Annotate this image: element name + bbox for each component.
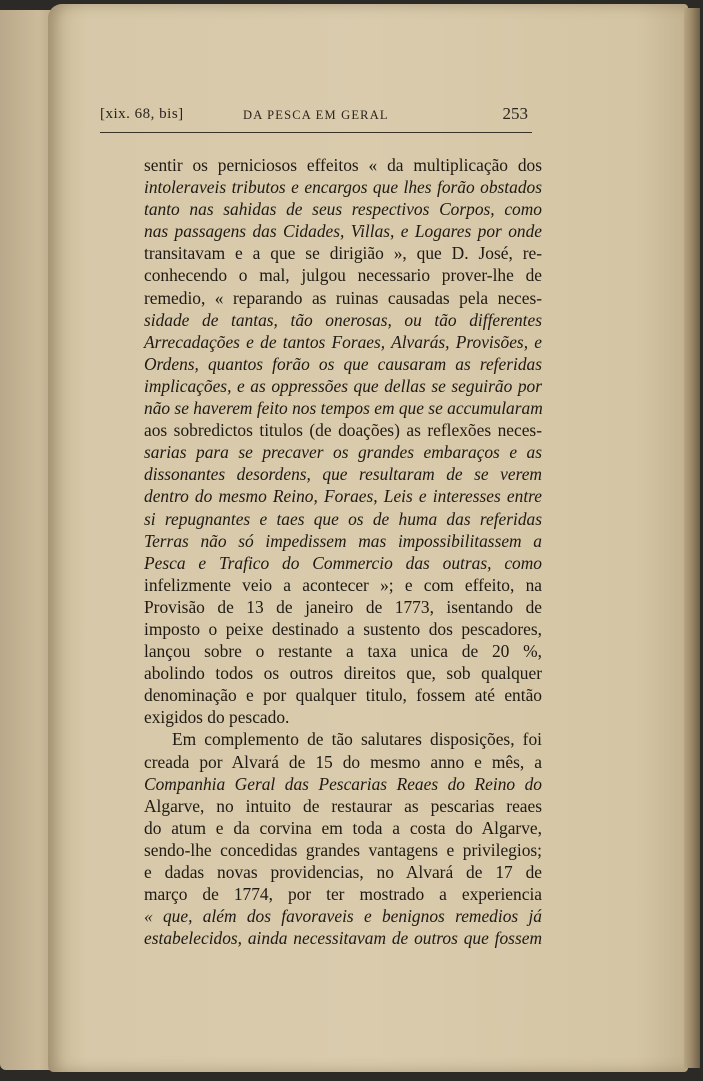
text-line: sidade de tantas, tão onerosas, ou tão differentes xyxy=(144,309,542,330)
text-line: Companhia Geral das Pescarias Reaes do Reino do xyxy=(144,773,542,794)
text-line: lançou sobre o restante a taxa unica de 20 %, xyxy=(144,641,542,662)
text-line: do atum e da corvina em toda a costa do Algarve, xyxy=(144,817,542,838)
text-line: sarias para se precaver os grandes embaraços e as xyxy=(144,442,542,463)
text-line: si repugnantes e taes que os de huma das referidas xyxy=(144,508,542,529)
running-head xyxy=(100,104,530,130)
text-line: exigidos do pescado. xyxy=(144,707,290,728)
text-line: sentir os perniciosos effeitos « da multiplicação dos xyxy=(144,155,542,175)
text-line: denominação e por qualquer titulo, fossem até então xyxy=(144,685,542,706)
paragraph-1 xyxy=(144,154,542,728)
text-line: creada por Alvará de 15 do mesmo anno e mês, a xyxy=(144,751,542,772)
text-line: Algarve, no intuito de restaurar as pescarias reaes xyxy=(144,795,542,816)
body-text xyxy=(144,154,542,949)
text-line: implicações, e as oppressões que dellas se seguirão por xyxy=(144,375,542,396)
text-line: não se haverem feito nos tempos em que se accumularam xyxy=(144,398,543,419)
text-line: Provisão de 13 de janeiro de 1773, isentando de xyxy=(144,596,542,617)
header-rule xyxy=(100,132,532,133)
text-line: infelizmente veio a acontecer »; e com effeito, na xyxy=(144,574,542,595)
page-fore-edge xyxy=(684,8,700,1068)
page-number: 253 xyxy=(502,104,528,123)
text-line: tanto nas sahidas de seus respectivos Corpos, como xyxy=(144,199,542,220)
text-line: dentro do mesmo Reino, Foraes, Leis e interesses entre xyxy=(144,486,542,507)
text-line: Arrecadações e de tantos Foraes, Alvarás, Provisões, e xyxy=(144,331,542,352)
text-line: março de 1774, por ter mostrado a experiencia xyxy=(144,884,542,905)
text-line: imposto o peixe destinado a sustento dos pescadores, xyxy=(144,618,542,639)
text-line: sendo-lhe concedidas grandes vantagens e privilegios; xyxy=(144,839,542,860)
text-line: Em complemento de tão salutares disposições, foi xyxy=(172,729,542,750)
text-line: abolindo todos os outros direitos que, sob qualquer xyxy=(144,663,542,684)
text-line: nas passagens das Cidades, Villas, e Logares por onde xyxy=(144,221,542,242)
text-line: aos sobredictos titulos (de doações) as reflexões neces- xyxy=(144,420,542,441)
text-line: « que, além dos favoraveis e benignos remedios já xyxy=(144,906,542,927)
text-line: transitavam e a que se dirigião », que D. José, re- xyxy=(144,243,542,264)
text-line: e dadas novas providencias, no Alvará de 17 de xyxy=(144,862,542,882)
text-line: Terras não só impedissem mas impossibilitassem a xyxy=(144,530,542,551)
text-line: dissonantes desordens, que resultaram de se verem xyxy=(144,464,542,485)
text-line: conhecendo o mal, julgou necessario prover-lhe de xyxy=(144,265,542,286)
text-line: intoleraveis tributos e encargos que lhes forão obstados xyxy=(144,177,542,198)
paragraph-2 xyxy=(144,728,542,949)
text-line: estabelecidos, ainda necessitavam de outros que fossem xyxy=(144,928,542,949)
text-line: Pesca e Trafico do Commercio das outras, como xyxy=(144,552,542,573)
text-line: remedio, « reparando as ruinas causadas pela neces- xyxy=(144,287,542,308)
text-line: Ordens, quantos forão os que causaram as referidas xyxy=(144,353,542,374)
section-reference: [xix. 68, bis] xyxy=(100,106,184,122)
running-title: DA PESCA EM GERAL xyxy=(243,108,389,122)
